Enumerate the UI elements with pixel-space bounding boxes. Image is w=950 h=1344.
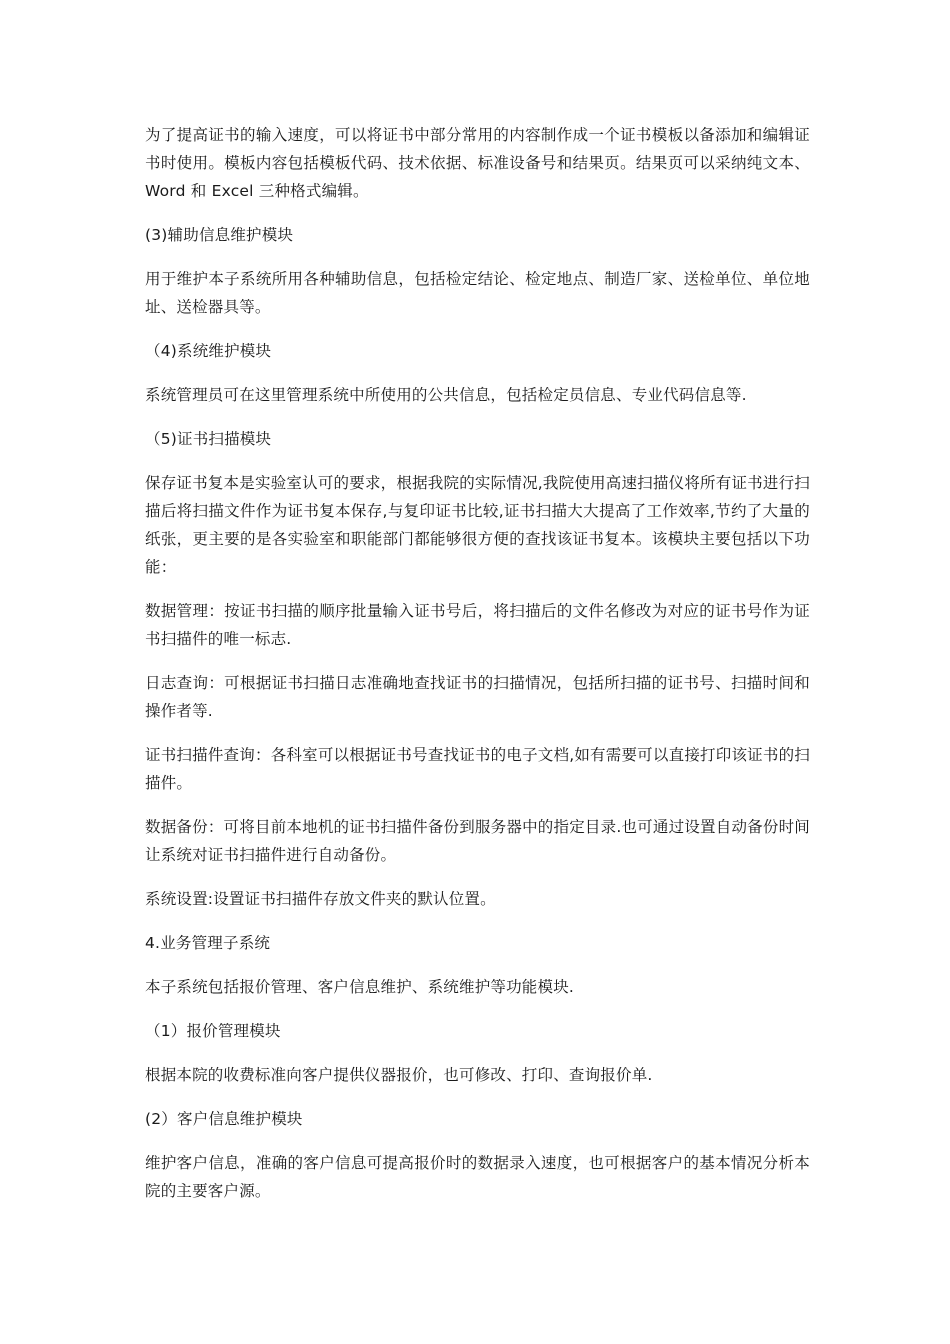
heading-customer-info-module: (2）客户信息维护模块 xyxy=(145,1110,303,1128)
heading-aux-info-module: (3)辅助信息维护模块 xyxy=(145,226,294,244)
paragraph-system-maintenance: 系统管理员可在这里管理系统中所使用的公共信息，包括检定员信息、专业代码信息等. xyxy=(145,386,747,404)
paragraph-log-query: 日志查询：可根据证书扫描日志准确地查找证书的扫描情况，包括所扫描的证书号、扫描时间和操作者等. xyxy=(145,674,810,720)
paragraph-business-subsystem: 本子系统包括报价管理、客户信息维护、系统维护等功能模块. xyxy=(145,978,575,996)
paragraph-scan-query: 证书扫描件查询：各科室可以根据证书号查找证书的电子文档,如有需要可以直接打印该证书的扫描件。 xyxy=(145,746,810,792)
heading-system-maintenance-module: （4)系统维护模块 xyxy=(145,342,272,360)
heading-cert-scan-module: （5)证书扫描模块 xyxy=(145,430,272,448)
paragraph-customer-info: 维护客户信息，准确的客户信息可提高报价时的数据录入速度，也可根据客户的基本情况分析本院的主要客户源。 xyxy=(145,1154,810,1200)
paragraph-quote: 根据本院的收费标准向客户提供仪器报价，也可修改、打印、查询报价单. xyxy=(145,1066,653,1084)
paragraph-template-intro: 为了提高证书的输入速度，可以将证书中部分常用的内容制作成一个证书模板以备添加和编辑证书时使用。模板内容包括模板代码、技术依据、标准设备号和结果页。结果页可以采纳纯文本、Word 和 Excel 三种格式编辑。 xyxy=(145,126,810,200)
heading-business-subsystem: 4.业务管理子系统 xyxy=(145,934,271,952)
paragraph-data-management: 数据管理：按证书扫描的顺序批量输入证书号后，将扫描后的文件名修改为对应的证书号作为证书扫描件的唯一标志. xyxy=(145,602,810,648)
paragraph-data-backup: 数据备份：可将目前本地机的证书扫描件备份到服务器中的指定目录.也可通过设置自动备份时间让系统对证书扫描件进行自动备份。 xyxy=(145,818,810,864)
paragraph-system-settings: 系统设置:设置证书扫描件存放文件夹的默认位置。 xyxy=(145,890,496,908)
heading-quote-module: （1）报价管理模块 xyxy=(145,1022,281,1040)
paragraph-aux-info: 用于维护本子系统所用各种辅助信息，包括检定结论、检定地点、制造厂家、送检单位、单位地址、送检器具等。 xyxy=(145,270,810,316)
document-body xyxy=(145,121,810,1221)
paragraph-cert-scan: 保存证书复本是实验室认可的要求，根据我院的实际情况,我院使用高速扫描仪将所有证书进行扫描后将扫描文件作为证书复本保存,与复印证书比较,证书扫描大大提高了工作效率,节约了大量的纸张，更主要的是各实验室和职能部门都能够很方便的查找该证书复本。该模块主要包括以下功能： xyxy=(145,474,810,576)
